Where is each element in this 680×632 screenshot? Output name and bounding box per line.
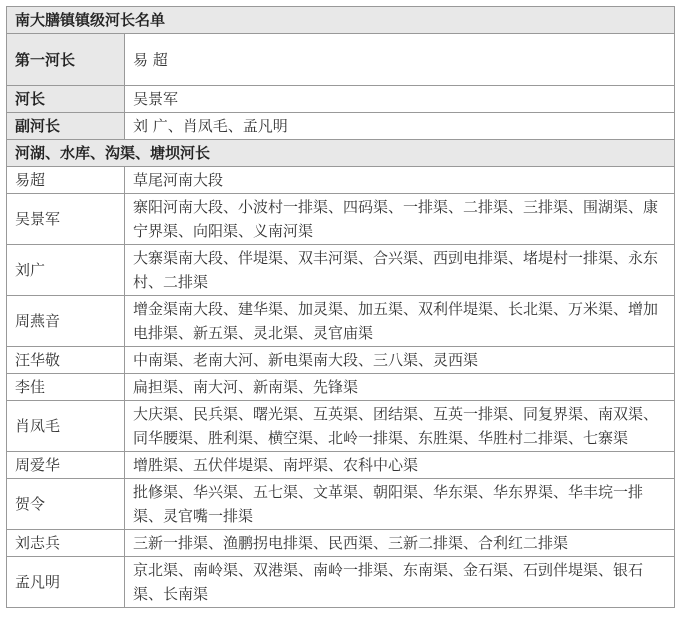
water-bodies: 中南渠、老南大河、新电渠南大段、三八渠、灵西渠 xyxy=(125,347,675,374)
chief-name: 肖凤毛 xyxy=(7,401,125,452)
chief-name: 吴景军 xyxy=(7,194,125,245)
water-bodies: 京北渠、南岭渠、双港渠、南岭一排渠、东南渠、金石渠、石剅伴堤渠、银石渠、长南渠 xyxy=(125,557,675,608)
chief-name: 易超 xyxy=(7,167,125,194)
chief-name: 李佳 xyxy=(7,374,125,401)
leader-role: 第一河长 xyxy=(7,34,125,86)
table-row xyxy=(7,194,675,245)
water-bodies: 大庆渠、民兵渠、曙光渠、互英渠、团结渠、互英一排渠、同复界渠、南双渠、同华腰渠、胜利渠、横空渠、北岭一排渠、东胜渠、华胜村二排渠、七寨渠 xyxy=(125,401,675,452)
table-row xyxy=(7,296,675,347)
leader-names: 刘 广、肖凤毛、孟凡明 xyxy=(125,113,675,140)
table-row xyxy=(7,401,675,452)
leader-role: 河长 xyxy=(7,86,125,113)
section-heading-row xyxy=(7,140,675,167)
chief-name: 贺令 xyxy=(7,479,125,530)
chief-name: 周爱华 xyxy=(7,452,125,479)
table-row xyxy=(7,452,675,479)
chief-name: 刘志兵 xyxy=(7,530,125,557)
chief-name: 汪华敬 xyxy=(7,347,125,374)
chief-name: 刘广 xyxy=(7,245,125,296)
table-row xyxy=(7,530,675,557)
water-bodies: 批修渠、华兴渠、五七渠、文革渠、朝阳渠、华东渠、华东界渠、华丰垸一排渠、灵官嘴一排渠 xyxy=(125,479,675,530)
chief-name: 孟凡明 xyxy=(7,557,125,608)
water-bodies: 增胜渠、五伏伴堤渠、南坪渠、农科中心渠 xyxy=(125,452,675,479)
table-row xyxy=(7,347,675,374)
water-bodies: 寨阳河南大段、小波村一排渠、四码渠、一排渠、二排渠、三排渠、围湖渠、康宁界渠、向阳渠、义南河渠 xyxy=(125,194,675,245)
leader-names: 易 超 xyxy=(125,34,675,86)
leader-names: 吴景军 xyxy=(125,86,675,113)
water-bodies: 扁担渠、南大河、新南渠、先锋渠 xyxy=(125,374,675,401)
table-row xyxy=(7,479,675,530)
section-heading: 河湖、水库、沟渠、塘坝河长 xyxy=(7,140,675,167)
leader-role: 副河长 xyxy=(7,113,125,140)
water-bodies: 三新一排渠、渔鹏拐电排渠、民西渠、三新二排渠、合利红二排渠 xyxy=(125,530,675,557)
chief-name: 周燕音 xyxy=(7,296,125,347)
table-row xyxy=(7,167,675,194)
water-bodies: 大寨渠南大段、伴堤渠、双丰河渠、合兴渠、西剅电排渠、堵堤村一排渠、永东村、二排渠 xyxy=(125,245,675,296)
table-row xyxy=(7,245,675,296)
title-row xyxy=(7,7,675,34)
table-title: 南大膳镇镇级河长名单 xyxy=(7,7,675,34)
water-bodies: 草尾河南大段 xyxy=(125,167,675,194)
table-row xyxy=(7,374,675,401)
river-chief-table xyxy=(6,6,675,608)
river-chief-list xyxy=(6,6,674,608)
leader-row-deputy-chief xyxy=(7,113,675,140)
table-row xyxy=(7,557,675,608)
leader-row-chief xyxy=(7,86,675,113)
leader-row-first-chief xyxy=(7,34,675,86)
water-bodies: 增金渠南大段、建华渠、加灵渠、加五渠、双利伴堤渠、长北渠、万米渠、增加电排渠、新五渠、灵北渠、灵官庙渠 xyxy=(125,296,675,347)
